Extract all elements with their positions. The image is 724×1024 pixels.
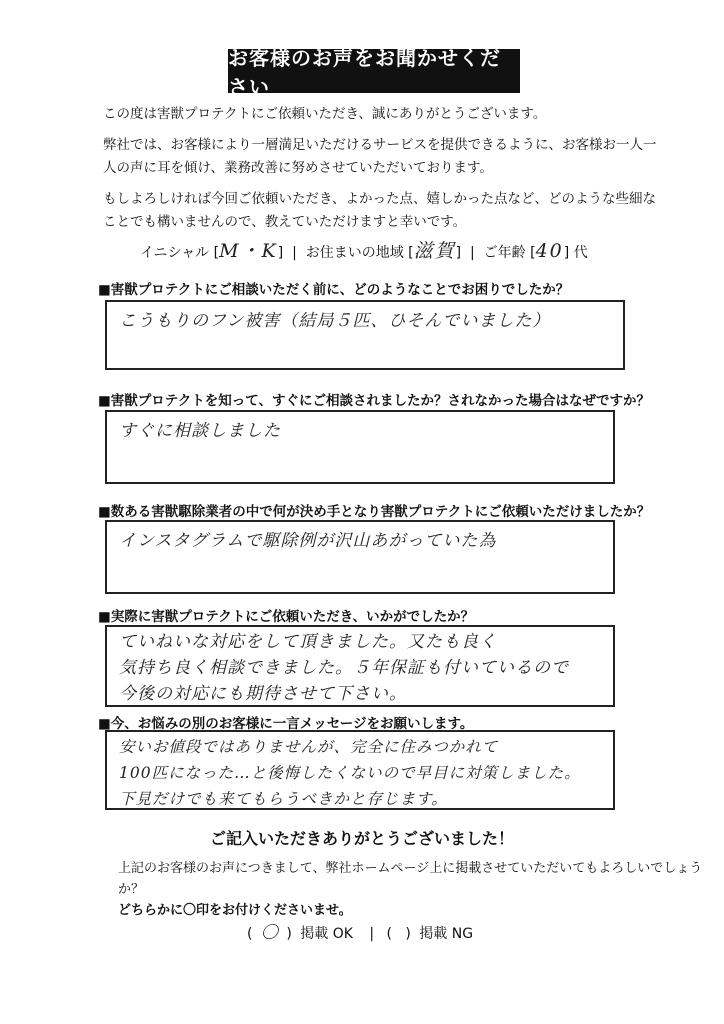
answer-line: 100匹になった…と後悔したくないので早目に対策しました。 [119, 764, 581, 782]
option-ok[interactable]: ( 〇 ) 掲載 OK [247, 918, 357, 943]
request-line: 上記のお客様のお声につきまして、弊社ホームページ上に掲載させていただいてもよろしいでしょうか？ [118, 861, 703, 897]
answer-line: 安いお値段ではありませんが、完全に住みつかれて [119, 738, 499, 756]
answer-line: 今後の対応にも期待させて下さい。 [119, 684, 407, 704]
answer-box-5 [105, 730, 615, 810]
intro-text [103, 103, 663, 242]
option-ng-label: 掲載 NG [419, 926, 474, 942]
answer-box-3 [105, 520, 615, 594]
question-3: ■数ある害獣駆除業者の中で何が決め手となり害獣プロテクトにご依頼いただけましたか？ [98, 504, 651, 520]
age-label: ご年齢 [483, 245, 526, 261]
option-ng[interactable]: ( ) 掲載 NG [387, 923, 478, 943]
option-ok-label: 掲載 OK [300, 926, 353, 942]
region-value: 滋賀 [413, 240, 456, 262]
age-suffix: 代 [573, 245, 588, 261]
option-separator: | [369, 926, 375, 942]
answer-box-1 [105, 300, 625, 370]
initial-value: M・K [219, 240, 278, 262]
question-4: ■実際に害獣プロテクトにご依頼いただき、いかがでしたか？ [98, 609, 475, 625]
age-value: 40 [535, 240, 564, 262]
answer-line: 下見だけでも来てもらうべきかと存じます。 [119, 790, 448, 808]
publish-request [118, 858, 724, 921]
question-1: ■害獣プロテクトにご相談いただく前に、どのようなことでお困りでしたか？ [98, 282, 570, 298]
answer-box-2 [105, 410, 615, 484]
intro-paragraph: この度は害獣プロテクトにご依頼いただき、誠にありがとうございます。 [103, 106, 547, 122]
answer-line: 気持ち良く相談できました。５年保証も付いているので [119, 658, 569, 678]
intro-paragraph: もしよろしければ今回ご依頼いただき、よかった点、嬉しかった点など、どのような些細なことでも構いませんので、教えていただけますと幸いです。 [103, 191, 656, 230]
answer-box-4 [105, 625, 615, 707]
question-2: ■害獣プロテクトを知って、すぐにご相談されましたか？されなかった場合はなぜですか？ [98, 393, 650, 409]
form-title: お客様のお声をお聞かせください [228, 49, 520, 93]
intro-paragraph: 弊社では、お客様により一層満足いただけるサービスを提供できるように、お客様お一人一人の声に耳を傾け、業務改善に努めさせていただいております。 [103, 137, 657, 176]
circle-mark: 〇 [260, 923, 278, 943]
answer-line: こうもりのフン被害（結局５匹、ひそんでいました） [119, 311, 551, 331]
request-instruction: どちらかに〇印をお付けくださいませ。 [118, 903, 352, 918]
answer-line: すぐに相談しました [119, 421, 281, 441]
answer-line: インスタグラムで駆除例が沢山あがっていた為 [119, 531, 497, 551]
publish-options [0, 918, 724, 943]
question-5: ■今、お悩みの別のお客様に一言メッセージをお願いします。 [98, 716, 474, 732]
thanks-message: ご記入いただきありがとうございました！ [209, 829, 514, 848]
initial-label: イニシャル [140, 245, 210, 261]
respondent-info: イニシャル [M・K] | お住まいの地域 [滋賀] | ご年齢 [40] 代 [140, 240, 588, 262]
region-label: お住まいの地域 [305, 245, 404, 261]
answer-line: ていねいな対応をして頂きました。又たも良く [119, 632, 497, 652]
